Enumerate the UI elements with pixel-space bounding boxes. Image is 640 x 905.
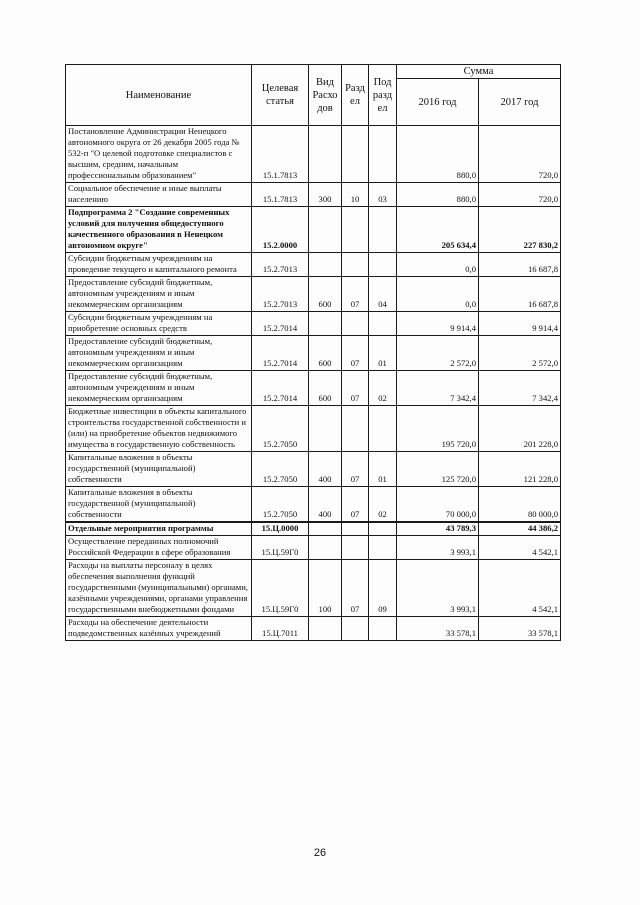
row-target-article-cell: 15.2.7050 [252,406,309,452]
row-amount-2017-cell: 4 542,1 [479,536,561,560]
table-row [66,522,561,536]
row-subsection-cell: 02 [369,487,397,523]
row-amount-2016-cell: 195 720,0 [397,406,479,452]
row-expense-kind-cell: 600 [309,277,342,312]
row-expense-kind-cell [309,617,342,641]
table-row [66,406,561,452]
table-row [66,536,561,560]
row-name-cell: Бюджетные инвестиции в объекты капитального строительства государственной собственности и (или) на приобретение объектов недвижимого имущества в государственную собственность [66,406,252,452]
table-row [66,487,561,523]
row-amount-2017-cell: 121 228,0 [479,452,561,487]
row-amount-2017-cell: 44 386,2 [479,522,561,536]
row-amount-2017-cell: 4 542,1 [479,560,561,617]
row-amount-2017-cell: 16 687,8 [479,277,561,312]
row-name-cell: Предоставление субсидий бюджетным, автономным учреждениям и иным некоммерческим организациям [66,336,252,371]
row-target-article-cell: 15.Ц.59Г0 [252,560,309,617]
row-amount-2016-cell: 3 993,1 [397,560,479,617]
row-name-cell: Подпрограмма 2 "Создание современных условий для получения общедоступного качественного образования в Ненецком автономном округе" [66,207,252,253]
row-amount-2016-cell: 0,0 [397,253,479,277]
row-section-cell [342,312,369,336]
header-subsection: Под разд ел [369,65,397,126]
row-target-article-cell: 15.2.7014 [252,371,309,406]
table-row [66,560,561,617]
row-subsection-cell: 04 [369,277,397,312]
row-target-article-cell: 15.Ц.7011 [252,617,309,641]
row-amount-2016-cell: 880,0 [397,126,479,183]
row-amount-2016-cell: 7 342,4 [397,371,479,406]
header-name: Наименование [66,65,252,126]
row-section-cell [342,126,369,183]
row-expense-kind-cell: 400 [309,487,342,523]
row-target-article-cell: 15.2.0000 [252,207,309,253]
row-target-article-cell: 15.2.7013 [252,277,309,312]
row-amount-2017-cell: 227 830,2 [479,207,561,253]
row-expense-kind-cell [309,253,342,277]
row-section-cell [342,536,369,560]
row-section-cell: 10 [342,183,369,207]
row-amount-2017-cell: 720,0 [479,183,561,207]
row-amount-2016-cell: 33 578,1 [397,617,479,641]
table-row [66,336,561,371]
row-subsection-cell [369,522,397,536]
table-row [66,371,561,406]
row-section-cell [342,406,369,452]
row-subsection-cell: 01 [369,336,397,371]
row-section-cell [342,617,369,641]
row-target-article-cell: 15.1.7813 [252,183,309,207]
row-subsection-cell: 02 [369,371,397,406]
row-name-cell: Капитальные вложения в объекты государственной (муниципальной) собственности [66,452,252,487]
row-expense-kind-cell [309,126,342,183]
row-subsection-cell: 09 [369,560,397,617]
row-section-cell [342,207,369,253]
row-amount-2016-cell: 43 789,3 [397,522,479,536]
row-amount-2017-cell: 2 572,0 [479,336,561,371]
row-expense-kind-cell: 600 [309,371,342,406]
header-year-2016: 2016 год [397,79,479,126]
row-amount-2017-cell: 720,0 [479,126,561,183]
row-amount-2016-cell: 2 572,0 [397,336,479,371]
row-name-cell: Предоставление субсидий бюджетным, автономным учреждениям и иным некоммерческим организациям [66,277,252,312]
row-name-cell: Капитальные вложения в объекты государственной (муниципальной) собственности [66,487,252,523]
header-year-2017: 2017 год [479,79,561,126]
row-name-cell: Постановление Администрации Ненецкого автономного округа от 26 декабря 2005 года № 532-п "О целевой подготовке специалистов с высшим, средним, начальным профессиональным образованием" [66,126,252,183]
row-name-cell: Осуществление переданных полномочий Российской Федерации в сфере образования [66,536,252,560]
row-subsection-cell [369,406,397,452]
row-expense-kind-cell [309,522,342,536]
table-row [66,277,561,312]
row-amount-2017-cell: 7 342,4 [479,371,561,406]
row-amount-2017-cell: 33 578,1 [479,617,561,641]
header-target-article: Целевая статья [252,65,309,126]
row-name-cell: Социальное обеспечение и иные выплаты населению [66,183,252,207]
row-amount-2017-cell: 16 687,8 [479,253,561,277]
row-amount-2017-cell: 9 914,4 [479,312,561,336]
header-expense-kind: Вид Расхо дов [309,65,342,126]
table-row [66,617,561,641]
table-row [66,126,561,183]
header-sum: Сумма [397,65,561,79]
table-row [66,183,561,207]
row-target-article-cell: 15.2.7014 [252,336,309,371]
row-amount-2016-cell: 9 914,4 [397,312,479,336]
row-subsection-cell [369,207,397,253]
row-target-article-cell: 15.2.7050 [252,452,309,487]
row-section-cell [342,253,369,277]
row-subsection-cell [369,126,397,183]
row-amount-2016-cell: 0,0 [397,277,479,312]
row-target-article-cell: 15.2.7050 [252,487,309,523]
row-target-article-cell: 15.2.7014 [252,312,309,336]
row-amount-2017-cell: 201 228,0 [479,406,561,452]
row-amount-2016-cell: 880,0 [397,183,479,207]
row-section-cell: 07 [342,336,369,371]
row-expense-kind-cell [309,536,342,560]
row-amount-2016-cell: 125 720,0 [397,452,479,487]
row-name-cell: Расходы на обеспечение деятельности подведомственных казённых учреждений [66,617,252,641]
row-name-cell: Расходы на выплаты персоналу в целях обеспечения выполнения функций государственными (муниципальными) органами, казёнными учреждениями, органами управления государственными внебюджетными фондами [66,560,252,617]
row-expense-kind-cell: 100 [309,560,342,617]
row-section-cell: 07 [342,560,369,617]
row-amount-2016-cell: 70 000,0 [397,487,479,523]
table-row [66,452,561,487]
row-subsection-cell: 01 [369,452,397,487]
row-section-cell: 07 [342,277,369,312]
row-expense-kind-cell [309,207,342,253]
table-body [66,126,561,641]
budget-table [65,64,561,641]
row-subsection-cell [369,253,397,277]
row-name-cell: Субсидии бюджетным учреждениям на проведение текущего и капитального ремонта [66,253,252,277]
row-amount-2016-cell: 3 993,1 [397,536,479,560]
table-row [66,312,561,336]
page-number: 26 [313,847,327,859]
row-amount-2016-cell: 205 634,4 [397,207,479,253]
row-subsection-cell: 03 [369,183,397,207]
row-target-article-cell: 15.1.7813 [252,126,309,183]
row-expense-kind-cell: 400 [309,452,342,487]
row-target-article-cell: 15.2.7013 [252,253,309,277]
row-subsection-cell [369,617,397,641]
row-expense-kind-cell: 600 [309,336,342,371]
row-name-cell: Отдельные мероприятия программы [66,522,252,536]
row-expense-kind-cell [309,406,342,452]
table-row [66,253,561,277]
row-target-article-cell: 15.Ц.0000 [252,522,309,536]
row-subsection-cell [369,312,397,336]
row-amount-2017-cell: 80 000,0 [479,487,561,523]
row-expense-kind-cell: 300 [309,183,342,207]
table-header [66,65,561,126]
row-name-cell: Предоставление субсидий бюджетным, автономным учреждениям и иным некоммерческим организациям [66,371,252,406]
row-target-article-cell: 15.Ц.59Г0 [252,536,309,560]
row-section-cell: 07 [342,452,369,487]
row-section-cell: 07 [342,487,369,523]
table-row [66,207,561,253]
row-subsection-cell [369,536,397,560]
header-section: Разд ел [342,65,369,126]
row-section-cell: 07 [342,371,369,406]
row-name-cell: Субсидии бюджетным учреждениям на приобретение основных средств [66,312,252,336]
row-expense-kind-cell [309,312,342,336]
row-section-cell [342,522,369,536]
